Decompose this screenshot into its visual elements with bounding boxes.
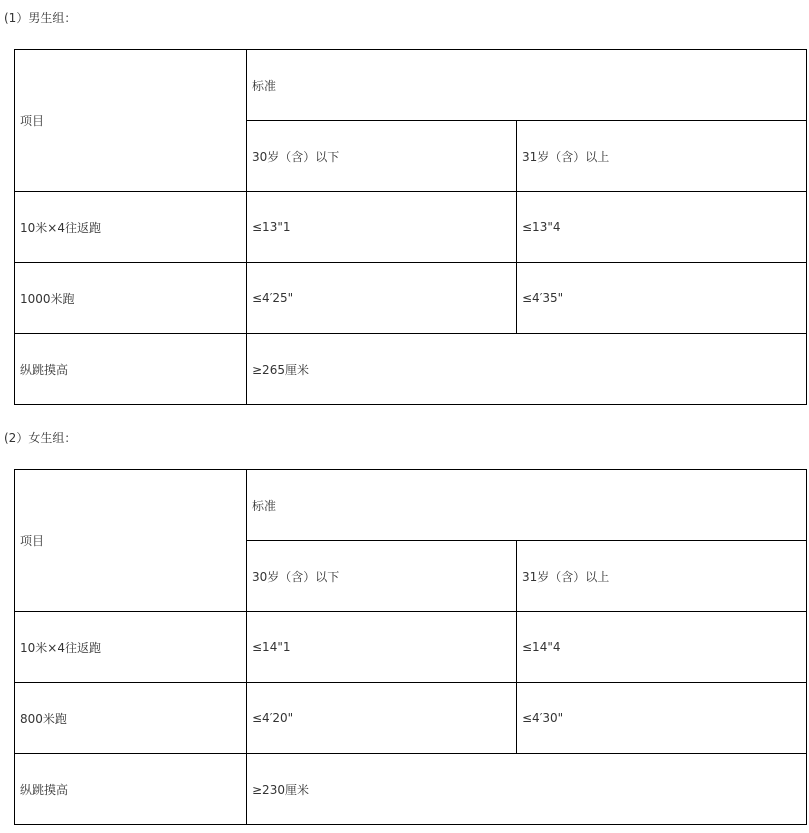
item-cell: 10米×4往返跑 [15, 612, 247, 683]
value-cell: ≤14"4 [517, 612, 807, 683]
header-age-under-30-cell: 30岁（含）以下 [247, 121, 517, 192]
table-row [15, 683, 807, 754]
header-age-under-30-cell: 30岁（含）以下 [247, 541, 517, 612]
header-age-over-31-cell: 31岁（含）以上 [517, 121, 807, 192]
value-cell: ≥230厘米 [247, 754, 807, 825]
value-cell: ≥265厘米 [247, 334, 807, 405]
value-cell: ≤13"1 [247, 192, 517, 263]
item-cell: 纵跳摸高 [15, 754, 247, 825]
item-cell: 纵跳摸高 [15, 334, 247, 405]
value-cell: ≤4′25" [247, 263, 517, 334]
header-item-cell: 项目 [15, 50, 247, 192]
table-row [15, 192, 807, 263]
male-group-caption: (1）男生组： [4, 11, 77, 25]
value-cell: ≤4′35" [517, 263, 807, 334]
table-header-row [15, 470, 807, 541]
table-header-row [15, 50, 807, 121]
header-age-over-31-cell: 31岁（含）以上 [517, 541, 807, 612]
table-row [15, 263, 807, 334]
female-group-caption: (2）女生组： [4, 431, 77, 445]
table-row [15, 754, 807, 825]
male-standards-table [14, 49, 807, 405]
item-cell: 10米×4往返跑 [15, 192, 247, 263]
value-cell: ≤14"1 [247, 612, 517, 683]
value-cell: ≤13"4 [517, 192, 807, 263]
value-cell: ≤4′20" [247, 683, 517, 754]
header-standard-cell: 标准 [247, 50, 807, 121]
header-standard-cell: 标准 [247, 470, 807, 541]
item-cell: 800米跑 [15, 683, 247, 754]
value-cell: ≤4′30" [517, 683, 807, 754]
table-row [15, 612, 807, 683]
header-item-cell: 项目 [15, 470, 247, 612]
table-row [15, 334, 807, 405]
item-cell: 1000米跑 [15, 263, 247, 334]
female-standards-table [14, 469, 807, 825]
